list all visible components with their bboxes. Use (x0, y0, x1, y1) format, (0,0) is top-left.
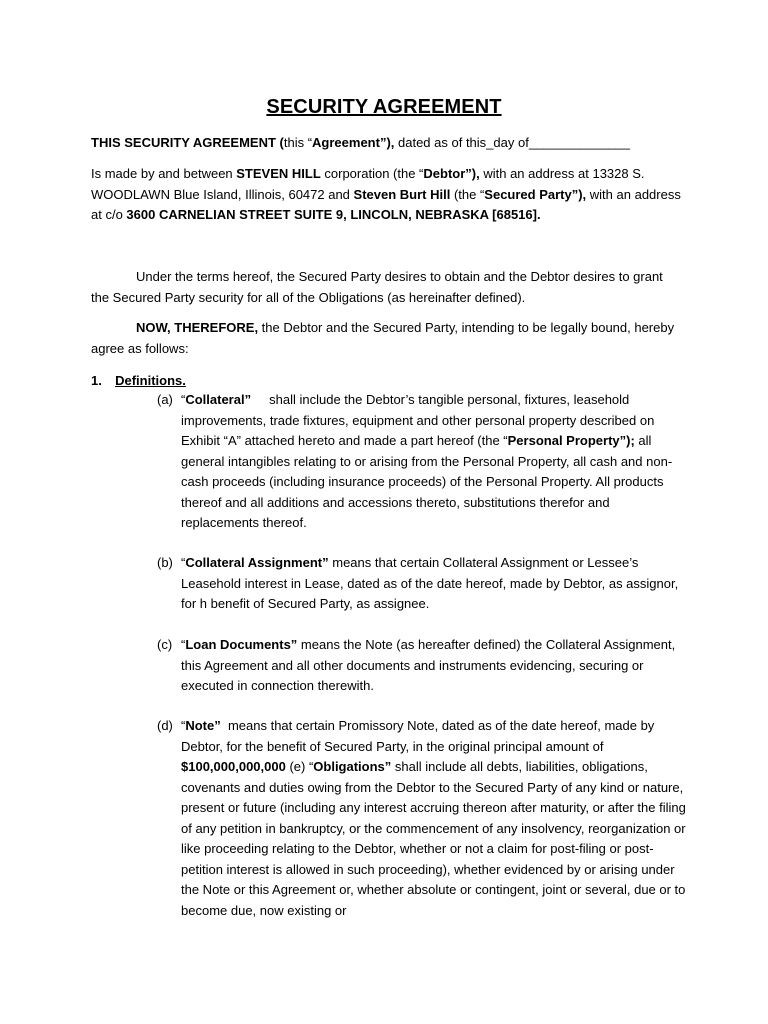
recital-paragraph: Under the terms hereof, the Secured Party desires to obtain and the Debtor desires to grant the Secured Party security for all of the Obligations (as hereinafter defined). (91, 269, 663, 305)
definition-c (157, 635, 687, 699)
term-note: Note” (185, 718, 221, 733)
principal-amount: $100,000,000,000 (181, 759, 286, 774)
definition-b (157, 553, 687, 617)
term-collateral: Collateral” (185, 392, 252, 407)
secured-party-address: 3600 CARNELIAN STREET SUITE 9, LINCOLN, NEBRASKA [68516]. (126, 207, 541, 222)
definition-c-label: (c) (157, 637, 173, 652)
now-therefore-text: the Debtor and the Secured Party, intending to be legally bound, hereby agree as follows: (91, 320, 675, 356)
section-1-heading (91, 371, 186, 392)
parties-text-4: (the “ (450, 186, 485, 202)
parties-text-1: Is made by and between (91, 166, 237, 181)
intro-paragraph-1 (91, 133, 681, 154)
debtor-term: Debtor”), (423, 166, 480, 181)
definition-c-text: “Loan Documents” means the Note (as hereafter defined) the Collateral Assignment, this Agreement and all other documents and instruments evidencing, securing or executed in connection therewith. (181, 637, 676, 693)
definition-d (157, 716, 687, 926)
parties-text-2: corporation (the “ (320, 166, 424, 181)
now-therefore-bold: NOW, THEREFORE, (136, 320, 259, 335)
debtor-name: STEVEN HILL (236, 166, 321, 181)
intro-bold-2: Agreement”), (312, 135, 395, 150)
now-therefore-paragraph (91, 318, 681, 359)
secured-party-term: Secured Party”), (484, 186, 587, 202)
definition-d-text: “Note” means that certain Promissory Note, dated as of the date hereof, made by Debtor, for the benefit of Secured Party, in the original principal amount of $100,000,000,000 (e) “Obligations” shall include all debts, liabilities, obligations, covenants and duties owing from the Debtor to the Secured Party of any kind or nature, present or future (including any interest accruing thereon after maturity, or after the filing of any petition in bankruptcy, or the commencement of any insolvency, reorganization or like proceeding relating to the Debtor, whether or not a claim for post-filing or post-petition interest is allowed in such proceeding), whether evidenced by or arising under the Note or this Agreement or, whether absolute or contingent, joint or several, due or to become due, now existing or (181, 718, 686, 918)
definition-b-label: (b) (157, 555, 173, 570)
secured-party-name: Steven Burt Hill (353, 186, 451, 202)
term-obligations: Obligations” (313, 759, 392, 774)
term-personal-property: Personal Property”); (507, 433, 635, 448)
parties-text-5: with an address at c/o (91, 186, 681, 222)
definition-d-label: (d) (157, 718, 173, 733)
definition-a (157, 390, 687, 530)
definition-a-label: (a) (157, 392, 173, 407)
intro-text-2: dated as of this_day of______________ (394, 135, 631, 150)
section-1-title: Definitions. (115, 373, 186, 388)
definition-a-text: “Collateral” shall include the Debtor’s tangible personal, fixtures, leasehold improvements, trade fixtures, equipment and other personal property described on Exhibit “A” attached hereto and made a part hereof (the “Personal Property”); all general intangibles relating to or arising from the Personal Property, all cash and non-cash proceeds (including insurance proceeds) of the Personal Property. All products thereof and all additions and accessions thereto, substitutions therefor and replacements thereof. (181, 392, 673, 530)
intro-text-1: this “ (283, 135, 313, 150)
intro-bold-1: THIS SECURITY AGREEMENT ( (91, 135, 284, 150)
document-title: SECURITY AGREEMENT (266, 96, 502, 118)
section-1-number: 1. (91, 373, 102, 388)
parties-text-3: with an address at 13328 S. WOODLAWN Blue Island, Illinois, 60472 and (91, 166, 645, 202)
parties-paragraph (91, 164, 681, 226)
definition-b-text: “Collateral Assignment” means that certain Collateral Assignment or Lessee’s Leasehold interest in Lease, dated as of the date hereof, made by Debtor, as assignor, for h benefit of Secured Party, as assignee. (181, 555, 679, 611)
term-collateral-assignment: Collateral Assignment” (185, 555, 329, 570)
term-loan-documents: Loan Documents” (185, 637, 298, 652)
